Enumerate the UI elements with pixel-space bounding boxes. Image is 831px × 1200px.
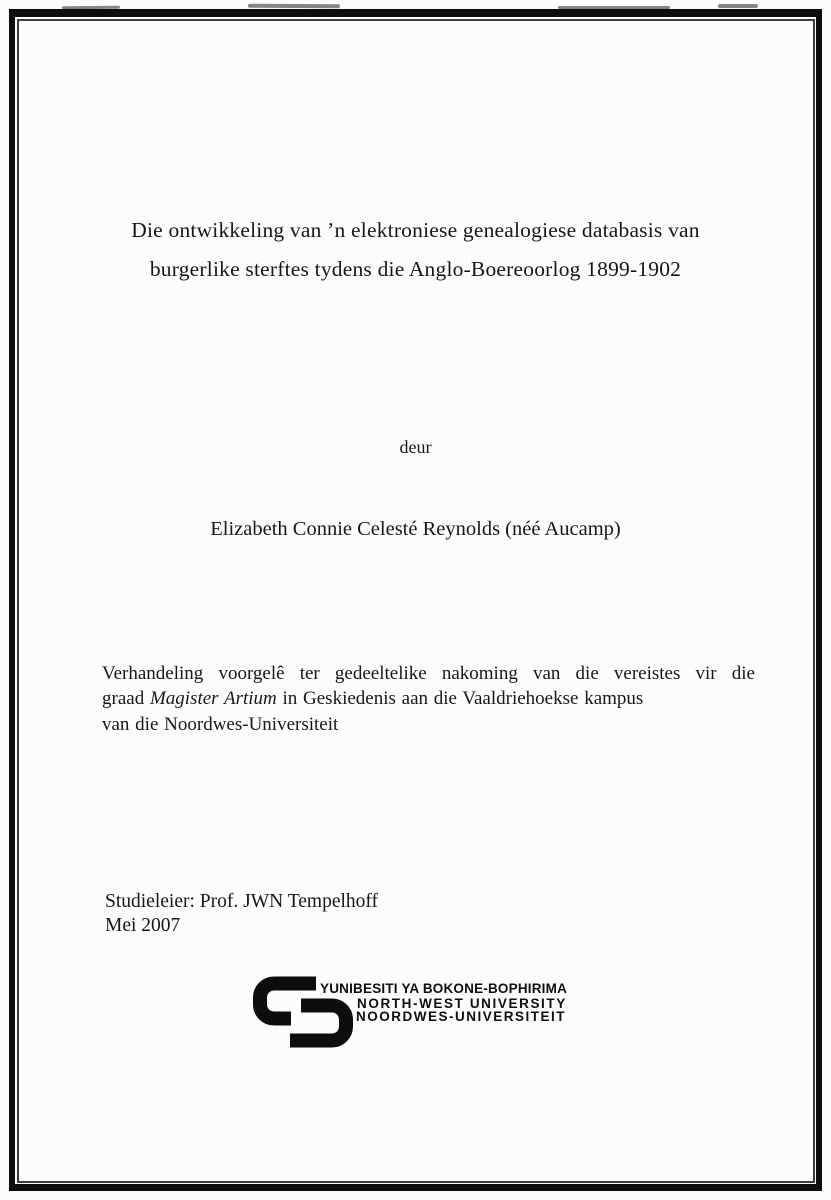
supervisor-line: Studieleier: Prof. JWN Tempelhoff	[105, 891, 379, 912]
degree-statement	[102, 661, 755, 737]
author-name: Elizabeth Connie Celesté Reynolds (néé Aucamp)	[210, 518, 621, 540]
degree-statement-line3: van die Noordwes-Universiteit	[102, 713, 339, 735]
thesis-title-line2: burgerlike sterftes tydens die Anglo-Boereoorlog 1899-1902	[149, 257, 682, 281]
byline: deur	[399, 437, 432, 457]
scan-artifact	[718, 4, 758, 8]
scan-artifact	[62, 6, 120, 9]
logo-text-english: NORTH-WEST UNIVERSITY	[357, 996, 567, 1011]
degree-statement-line2-suffix: in Geskiedenis aan die Vaaldriehoekse kampus	[276, 688, 644, 710]
degree-statement-line2	[102, 686, 755, 711]
scan-artifact	[248, 4, 340, 8]
degree-name-italic: Magister Artium	[149, 688, 277, 710]
thesis-title	[0, 211, 831, 289]
logo-text-setswana: YUNIBESITI YA BOKONE-BOPHIRIMA	[320, 981, 568, 996]
logo-text-afrikaans: NOORDWES-UNIVERSITEIT	[356, 1009, 567, 1024]
scan-artifact	[558, 6, 670, 9]
thesis-title-line1: Die ontwikkeling van ’n elektroniese genealogiese databasis van	[131, 218, 700, 242]
degree-statement-line1: Verhandeling voorgelê ter gedeeltelike nakoming van die vereistes vir die	[102, 663, 755, 684]
supervisor-block	[105, 890, 378, 937]
degree-statement-line2-prefix: graad	[102, 688, 150, 710]
date-line: Mei 2007	[105, 914, 181, 936]
nwu-logo	[253, 976, 593, 1052]
